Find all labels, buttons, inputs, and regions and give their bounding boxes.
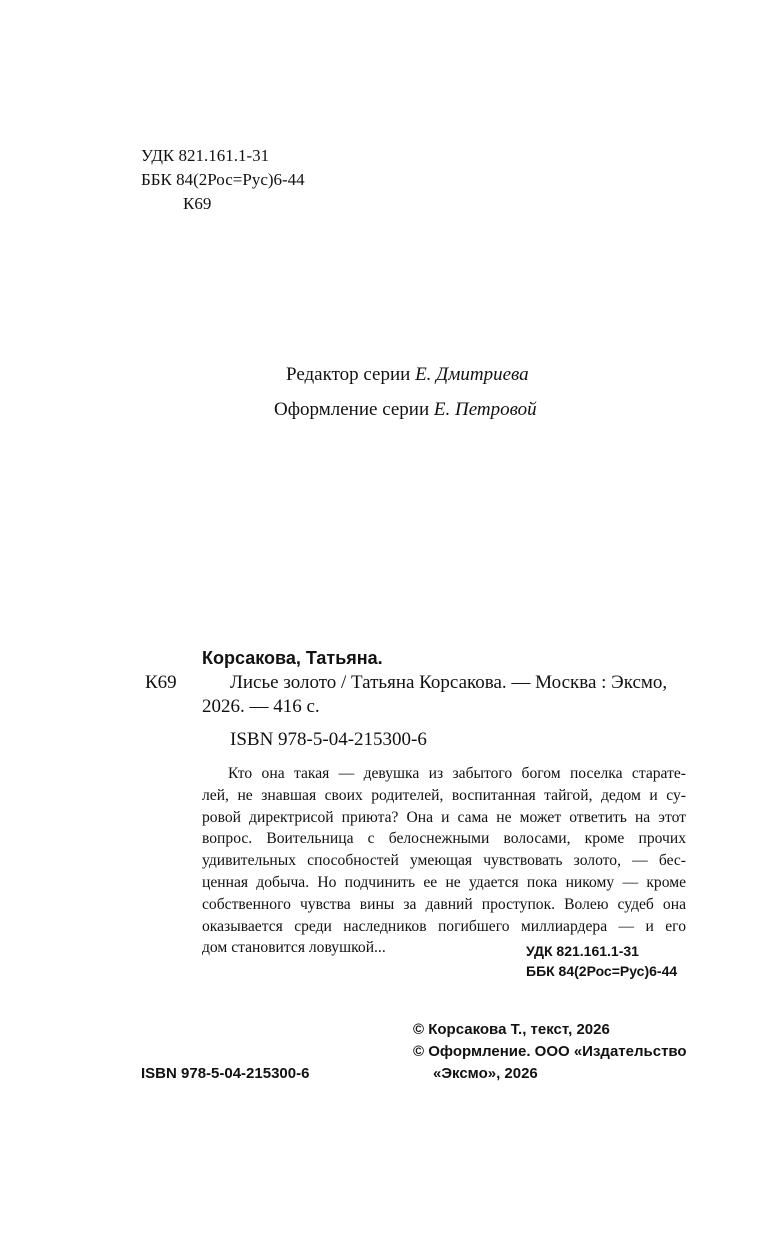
bottom-udk: УДК 821.161.1-31 (526, 943, 639, 959)
record-pub-line: 2026. — 416 с. (202, 696, 320, 717)
record-author-sign: К69 (145, 672, 177, 693)
annotation-line: вопрос. Воительница с белоснежными волосами, кроме прочих (202, 830, 686, 848)
series-design-name: Е. Петровой (433, 399, 537, 420)
annotation-line: лей, не знавшая своих родителей, воспитанная тайгой, дедом и су- (202, 786, 686, 804)
annotation-line: ровой директрисой приюта? Она и сама не может ответить на этот (202, 808, 686, 826)
annotation-line: дом становится ловушкой... (202, 939, 386, 957)
record-isbn: ISBN 978-5-04-215300-6 (230, 729, 427, 750)
udk-code: УДК 821.161.1-31 (141, 146, 270, 165)
series-editor-label: Редактор серии (286, 364, 411, 385)
series-design (274, 399, 537, 421)
series-editor (286, 364, 529, 386)
series-design-label: Оформление серии (274, 399, 430, 420)
copyright-design-line2: «Эксмо», 2026 (433, 1065, 538, 1082)
bottom-bbk: ББК 84(2Рос=Рус)6-44 (526, 963, 678, 979)
copyright-design-line1: © Оформление. ООО «Издательство (413, 1043, 687, 1060)
annotation-line: удивительных способностей умеющая чувствовать золото, — бес- (202, 852, 686, 870)
bbk-code: ББК 84(2Рос=Рус)6-44 (141, 170, 305, 189)
annotation-line: собственного чувства вины за давний проступок. Волею судеб она (202, 895, 686, 913)
author-sign-top: К69 (183, 194, 212, 213)
annotation-line: Кто она такая — девушка из забытого богом поселка старате- (228, 765, 686, 782)
annotation (202, 763, 686, 959)
record-title-line: Лисье золото / Татьяна Корсакова. — Москва : Эксмо, (230, 672, 668, 693)
bottom-isbn: ISBN 978-5-04-215300-6 (141, 1065, 310, 1082)
annotation-line: оказывается среди наследников погибшего миллиардера — и его (202, 917, 686, 935)
series-editor-name: Е. Дмитриева (415, 364, 529, 385)
annotation-line: ценная добыча. Но подчинить ее не удается пока никому — кроме (202, 873, 686, 891)
record-author: Корсакова, Татьяна. (202, 648, 383, 668)
copyright-text: © Корсакова Т., текст, 2026 (413, 1021, 610, 1038)
